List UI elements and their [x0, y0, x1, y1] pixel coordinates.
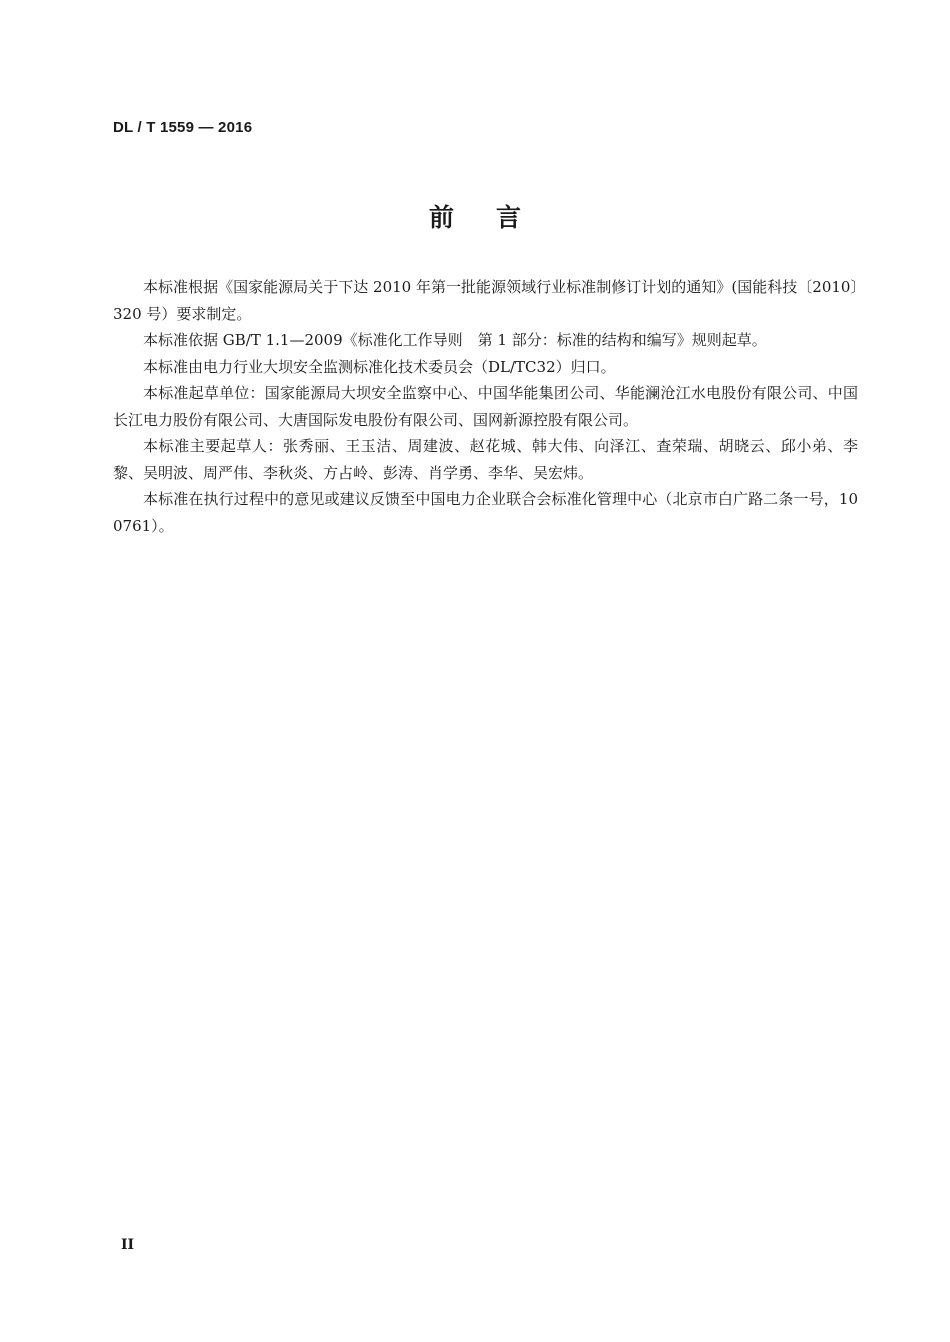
- paragraph-committee: 本标准由电力行业大坝安全监测标准化技术委员会（DL/TC32）归口。: [143, 357, 616, 376]
- paragraph-drafting-units: 本标准起草单位：国家能源局大坝安全监察中心、中国华能集团公司、华能澜沧江水电股份有限公司、中国长江电力股份有限公司、大唐国际发电股份有限公司、国网新源控股有限公司。: [113, 384, 858, 429]
- page-number: II: [121, 1237, 135, 1253]
- paragraph-drafting-rules: 本标准依据 GB/T 1.1—2009《标准化工作导则 第 1 部分：标准的结构和编写》规则起草。: [143, 331, 767, 349]
- paragraph-feedback: 本标准在执行过程中的意见或建议反馈至中国电力企业联合会标准化管理中心（北京市白广路二条一号，100761）。: [113, 490, 858, 535]
- foreword-body: [113, 274, 858, 539]
- document-code: DL / T 1559 — 2016: [113, 119, 253, 136]
- page-title: 前言: [428, 203, 563, 232]
- paragraph-drafters: 本标准主要起草人：张秀丽、王玉洁、周建波、赵花城、韩大伟、向泽江、查荣瑞、胡晓云、邱小弟、李黎、吴明波、周严伟、李秋炎、方占岭、彭涛、肖学勇、李华、吴宏炜。: [113, 437, 858, 482]
- paragraph-plan-basis: 本标准根据《国家能源局关于下达 2010 年第一批能源领域行业标准制修订计划的通知》(国能科技〔2010〕320 号）要求制定。: [113, 278, 858, 323]
